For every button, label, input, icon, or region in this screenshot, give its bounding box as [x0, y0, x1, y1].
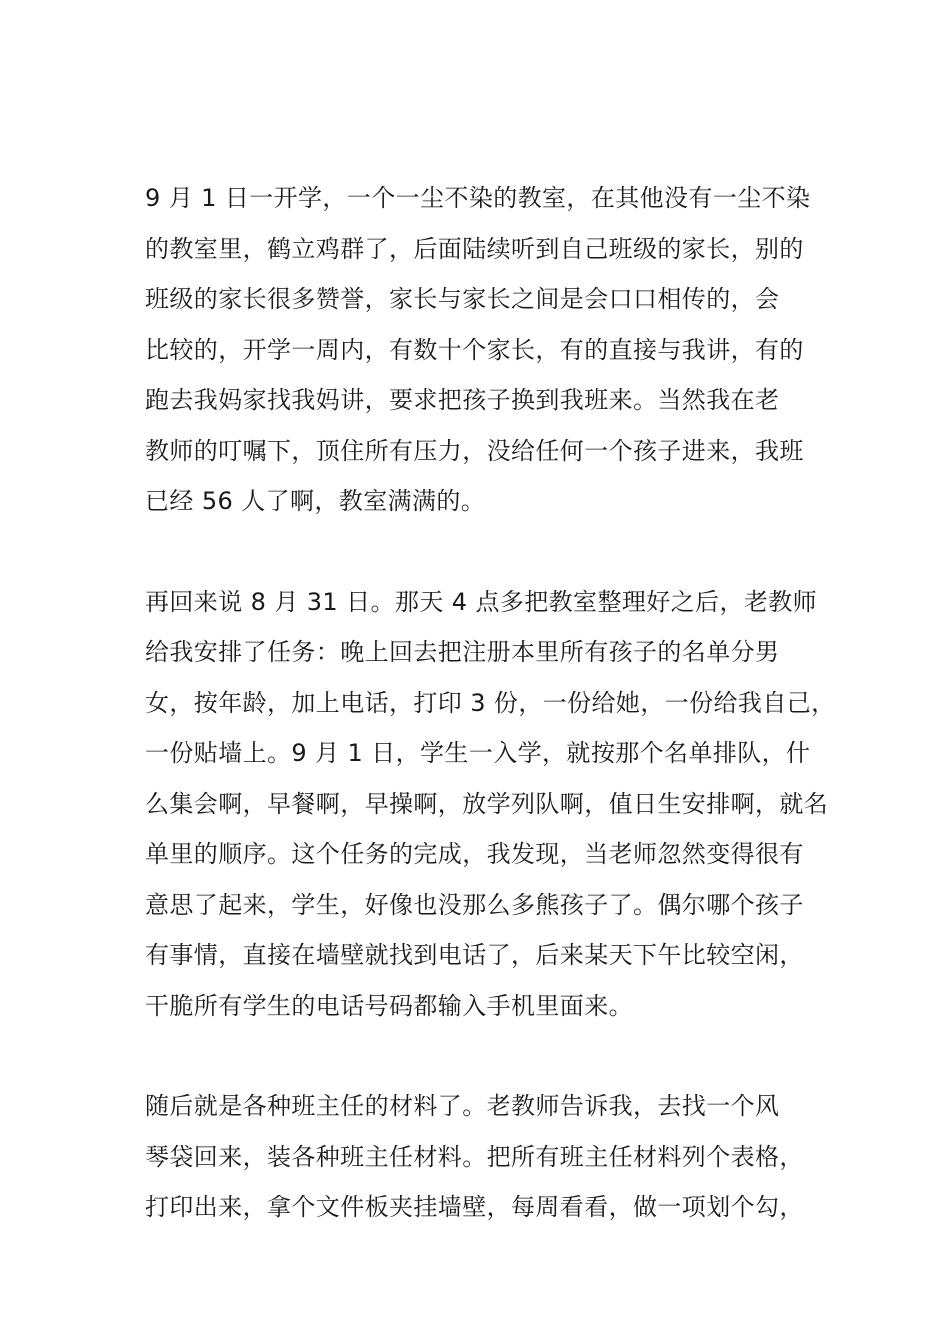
text-line: 再回来说 8 月 31 日。那天 4 点多把教室整理好之后，老教师	[145, 587, 818, 616]
text-line: 已经 56 人了啊，教室满满的。	[145, 487, 486, 515]
text-line: 教师的叮嘱下，顶住所有压力，没给任何一个孩子进来，我班	[145, 436, 804, 465]
text-line: 随后就是各种班主任的材料了。老教师告诉我，去找一个风	[145, 1092, 780, 1120]
paragraph-3	[145, 1081, 810, 1233]
paragraph-2	[145, 577, 836, 1032]
text-line: 班级的家长很多赞誉，家长与家长之间是会口口相传的，会	[145, 285, 780, 313]
text-line: 的教室里，鹤立鸡群了，后面陆续听到自己班级的家长，别的	[145, 234, 804, 263]
text-line: 单里的顺序。这个任务的完成，我发现，当老师忽然变得很有	[145, 840, 804, 868]
paragraph-1	[145, 173, 810, 527]
text-line: 跑去我妈家找我妈讲，要求把孩子换到我班来。当然我在老	[145, 386, 780, 414]
text-line: 9 月 1 日一开学，一个一尘不染的教室，在其他没有一尘不染	[145, 184, 811, 212]
text-line: 一份贴墙上。9 月 1 日，学生一入学，就按那个名单排队，什	[145, 739, 811, 767]
text-line: 么集会啊，早餐啊，早操啊，放学列队啊，值日生安排啊，就名	[145, 789, 829, 818]
text-line: 干脆所有学生的电话号码都输入手机里面来。	[145, 991, 633, 1020]
text-line: 给我安排了任务：晚上回去把注册本里所有孩子的名单分男	[145, 638, 780, 666]
document-body	[145, 173, 836, 1283]
text-line: 女，按年龄，加上电话，打印 3 份，一份给她，一份给我自己，	[145, 688, 836, 717]
text-line: 琴袋回来，装各种班主任材料。把所有班主任材料列个表格，	[145, 1142, 804, 1171]
text-line: 意思了起来，学生，好像也没那么多熊孩子了。偶尔哪个孩子	[145, 890, 804, 919]
text-line: 打印出来，拿个文件板夹挂墙壁，每周看看，做一项划个勾，	[145, 1193, 804, 1221]
text-line: 比较的，开学一周内，有数十个家长，有的直接与我讲，有的	[145, 335, 804, 364]
text-line: 有事情，直接在墙壁就找到电话了，后来某天下午比较空闲，	[145, 941, 804, 969]
